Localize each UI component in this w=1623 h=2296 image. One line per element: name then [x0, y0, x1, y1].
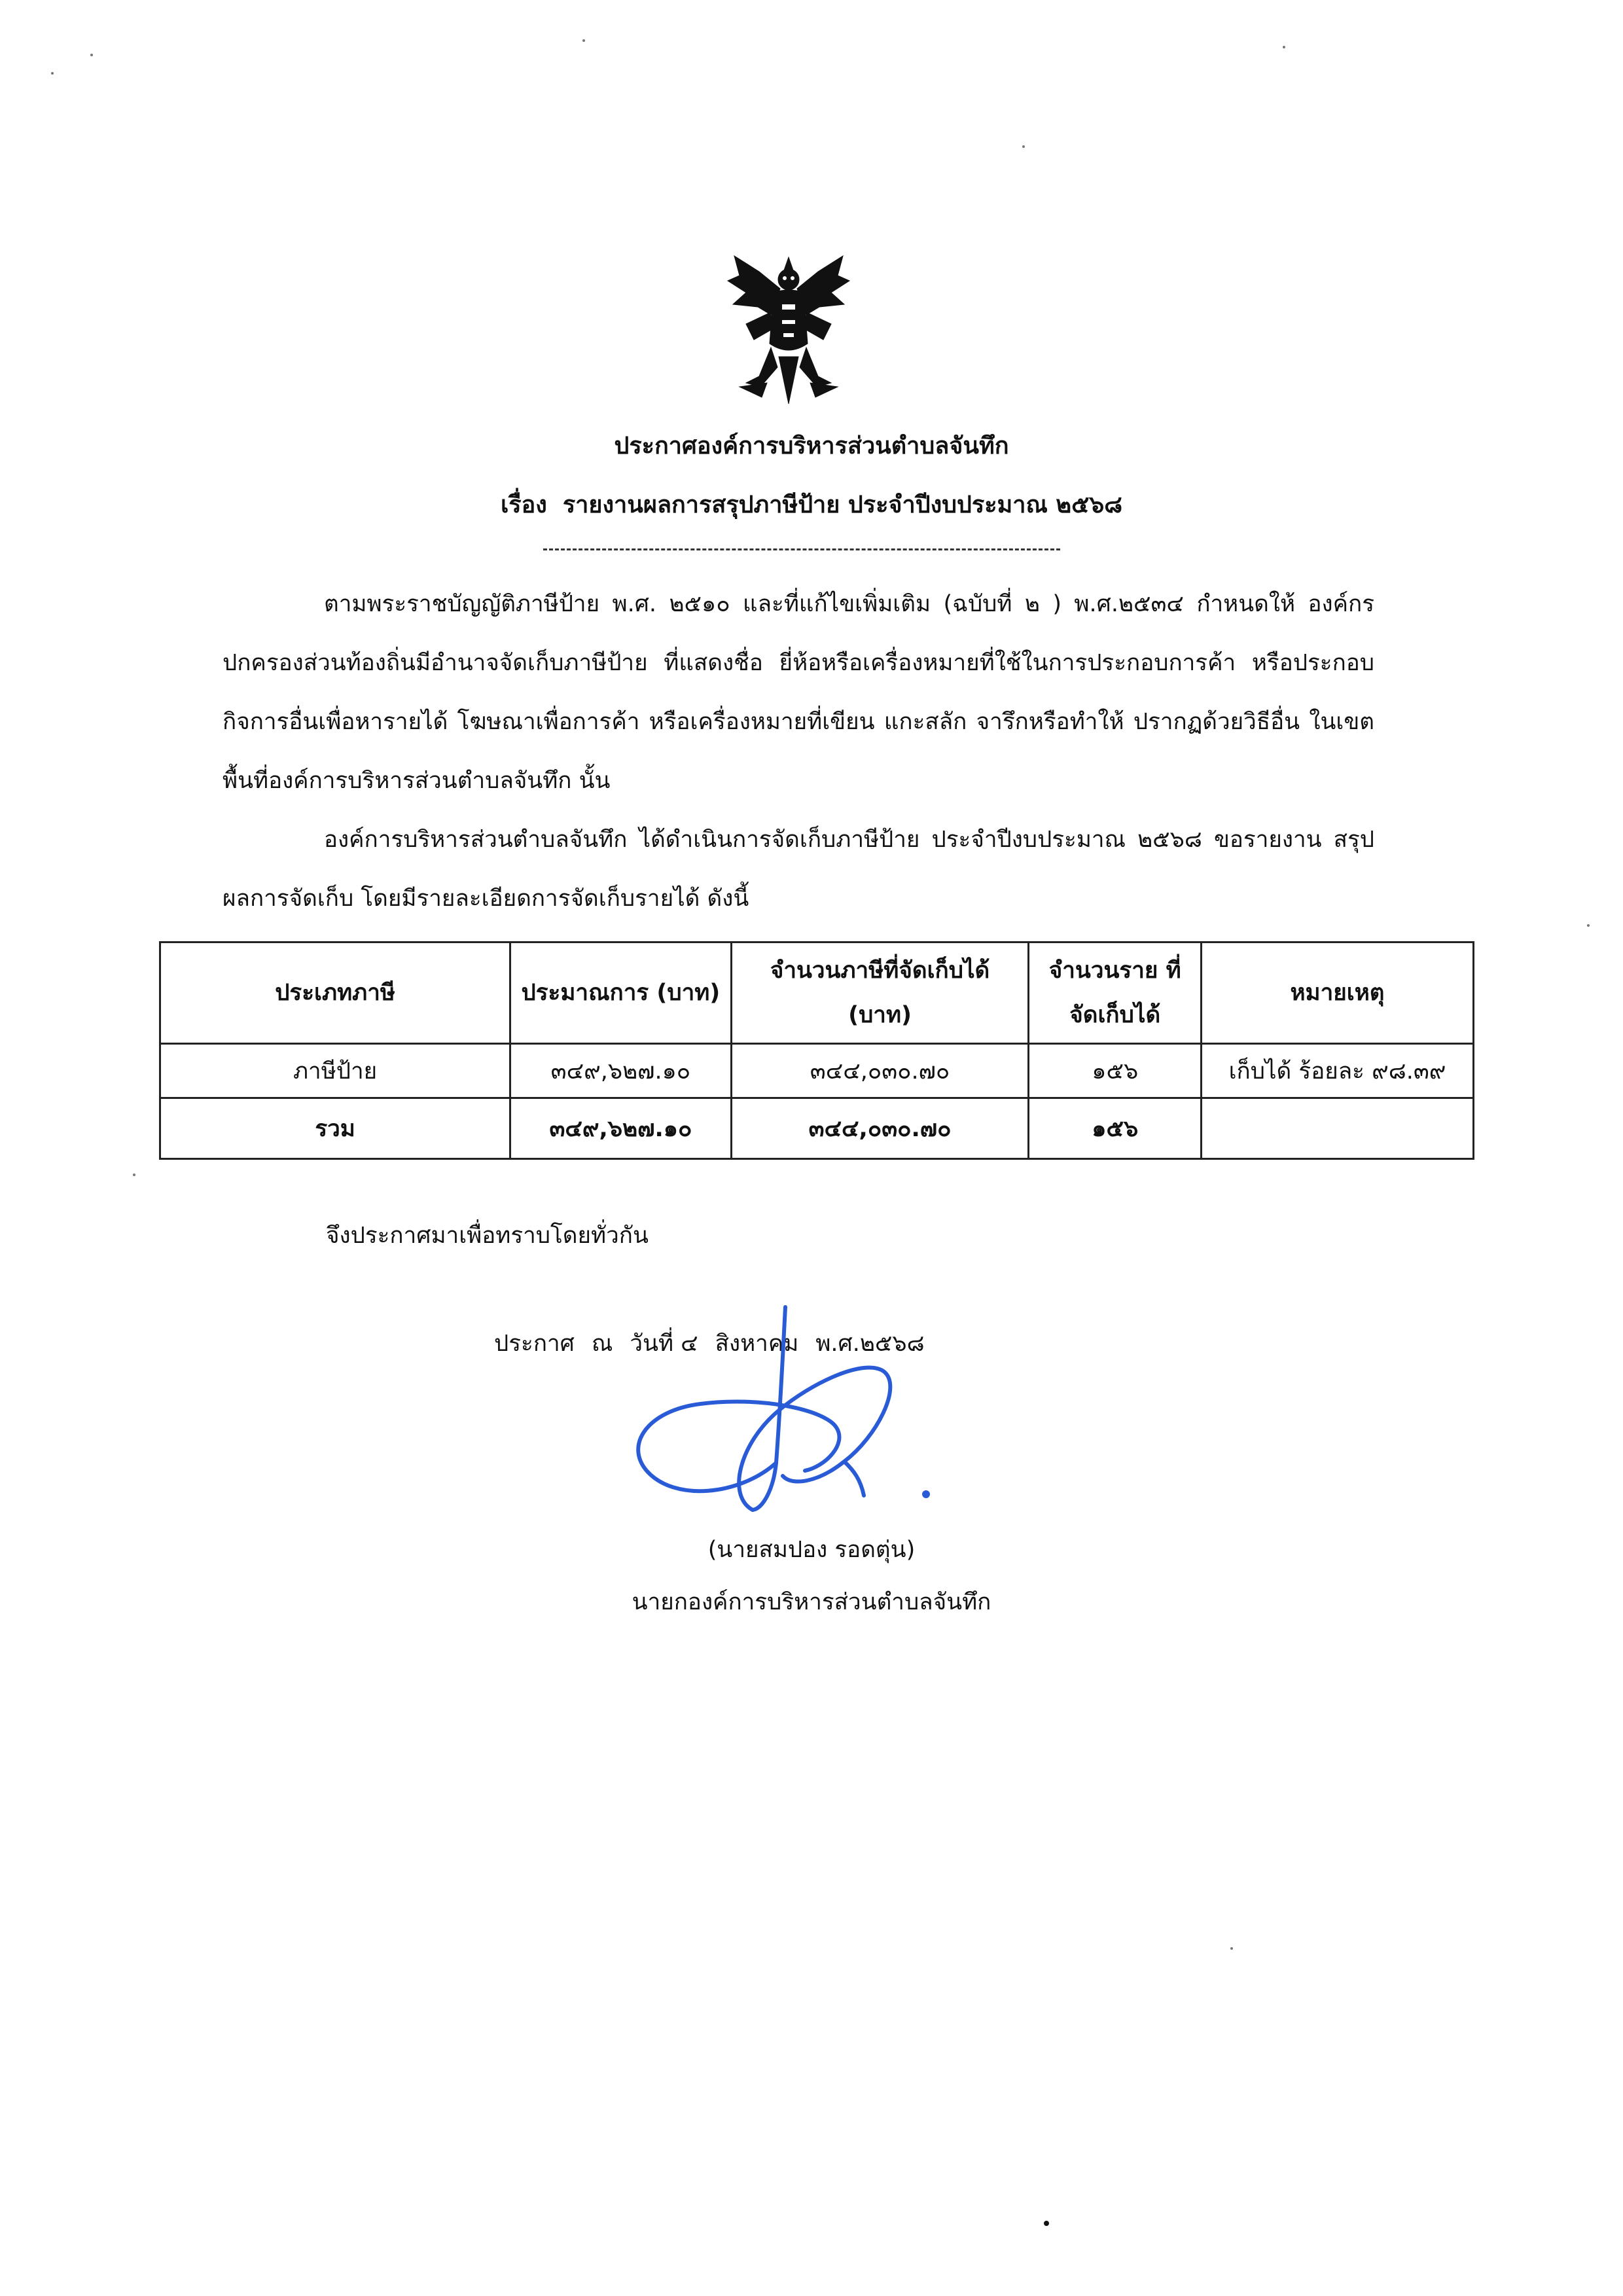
scan-speck [1587, 924, 1590, 927]
scan-speck [1022, 145, 1025, 148]
scan-speck [90, 54, 93, 56]
subject-text: รายงานผลการสรุปภาษีป้าย ประจำปีงบประมาณ ๒๕๖๘ [562, 492, 1123, 518]
title-divider [543, 548, 1060, 550]
signer-title: นายกองค์การบริหารส่วนตำบลจันทึก [632, 1589, 991, 1615]
scan-speck [51, 72, 54, 75]
tax-summary-table [159, 941, 1474, 1160]
closing-statement: จึงประกาศมาเพื่อทราบโดยทั่วกัน [326, 1223, 649, 1249]
body-paragraph-1: ตามพระราชบัญญัติภาษีป้าย พ.ศ. ๒๕๑๐ และที่แก้ไขเพิ่มเติม (ฉบับที่ ๒ ) พ.ศ.๒๕๓๔ กำหนดให้ องค์กรปกครองส่วนท้องถิ่นมีอำนาจจัดเก็บภาษีป้าย ที่แสดงชื่อ ยี่ห้อหรือเครื่องหมายที่ใช้ในการประกอบการค้า หรือประกอบกิจการอื่นเพื่อหารายได้ โฆษณาเพื่อการค้า หรือเครื่องหมายที่เขียน แกะสลัก จารึกหรือทำให้ ปรากฏด้วยวิธีอื่น ในเขตพื้นที่องค์การบริหารส่วนตำบลจันทึก นั้น [223, 591, 1374, 794]
date-day: วันที่ ๔ [630, 1331, 698, 1357]
header-estimate: ประมาณการ (บาท) [510, 942, 732, 1044]
total-collected-amount: ๓๔๔,๐๓๐.๗๐ [731, 1098, 1029, 1159]
cell-tax-type: ภาษีป้าย [160, 1044, 510, 1098]
announcement-title: ประกาศองค์การบริหารส่วนตำบลจันทึก [614, 433, 1009, 459]
total-estimate: ๓๔๙,๖๒๗.๑๐ [510, 1098, 732, 1159]
scan-speck [1044, 2221, 1049, 2226]
scan-speck [1230, 1947, 1233, 1950]
date-prefix: ประกาศ [494, 1331, 575, 1357]
table-row [160, 1044, 1474, 1098]
scan-speck [133, 1174, 135, 1176]
scan-speck [582, 39, 585, 42]
announcement-subject [0, 486, 1623, 523]
subject-label: เรื่อง [500, 492, 547, 518]
scan-speck [1283, 46, 1285, 48]
garuda-emblem [720, 252, 857, 409]
date-month: สิงหาคม [715, 1331, 799, 1357]
cell-collected-amount: ๓๔๔,๐๓๐.๗๐ [731, 1044, 1029, 1098]
table-total-row [160, 1098, 1474, 1159]
table-header-row [160, 942, 1474, 1044]
date-year: พ.ศ.๒๕๖๘ [815, 1331, 925, 1357]
total-remarks [1202, 1098, 1474, 1159]
date-at: ณ [591, 1331, 613, 1357]
body-paragraph-2: องค์การบริหารส่วนตำบลจันทึก ได้ดำเนินการจัดเก็บภาษีป้าย ประจำปีงบประมาณ ๒๕๖๘ ขอรายงาน สรุปผลการจัดเก็บ โดยมีรายละเอียดการจัดเก็บรายได้ ดังนี้ [223, 827, 1374, 912]
cell-remarks: เก็บได้ ร้อยละ ๙๘.๓๙ [1202, 1044, 1474, 1098]
total-collected-count: ๑๕๖ [1029, 1098, 1202, 1159]
signer-name: (นายสมปอง รอดตุ่น) [707, 1537, 916, 1563]
header-tax-type: ประเภทภาษี [160, 942, 510, 1044]
cell-estimate: ๓๔๙,๖๒๗.๑๐ [510, 1044, 732, 1098]
total-label: รวม [160, 1098, 510, 1159]
handwritten-signature [628, 1299, 942, 1522]
header-remarks: หมายเหตุ [1202, 942, 1474, 1044]
header-collected-count: จำนวนราย ที่จัดเก็บได้ [1029, 942, 1202, 1044]
cell-collected-count: ๑๕๖ [1029, 1044, 1202, 1098]
header-collected-amount: จำนวนภาษีที่จัดเก็บได้ (บาท) [731, 942, 1029, 1044]
